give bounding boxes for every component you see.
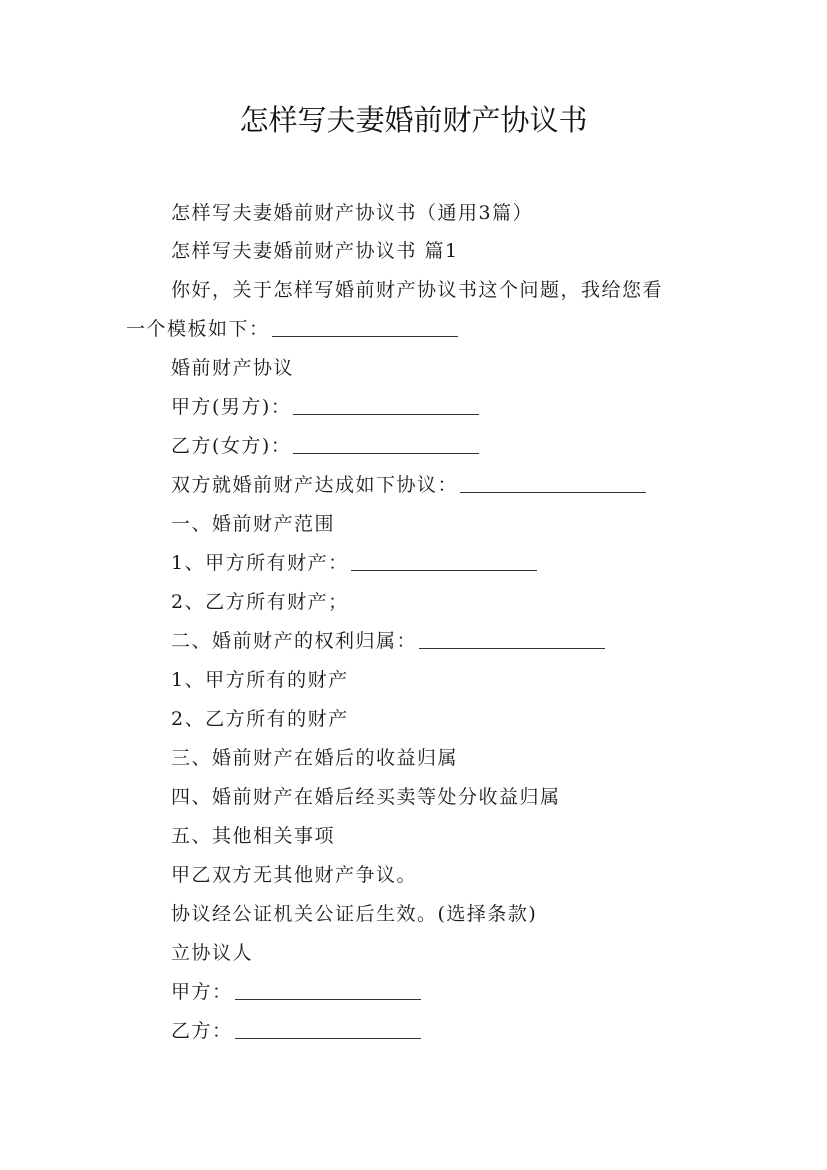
text: 四、婚前财产在婚后经买卖等处分收益归属 [171,786,561,808]
text: 甲方： [171,981,233,1003]
text: 1、甲方所有财产： [171,552,349,574]
signatories-heading [171,940,253,966]
intro-paragraph-continued [126,316,458,342]
intro-paragraph [171,277,663,303]
fill-in-blank [235,1020,421,1039]
section-heading [171,238,459,264]
text: 二、婚前财产的权利归属： [171,630,418,652]
fill-in-blank [235,981,421,1000]
fill-in-blank [272,318,458,337]
text: 一个模板如下： [126,318,270,340]
fill-in-blank [293,435,479,454]
fill-in-blank [419,630,605,649]
text: 乙方(女方)： [171,435,292,457]
text: 双方就婚前财产达成如下协议： [171,474,459,496]
fill-in-blank [351,552,537,571]
text: 一、婚前财产范围 [171,513,336,535]
clause-heading [171,784,561,810]
fill-in-blank [293,396,479,415]
text: 2、乙方所有的财产 [171,708,349,730]
subtitle-line [171,200,533,226]
document-title: 怎样写夫妻婚前财产协议书 [239,103,588,137]
text: 怎样写夫妻婚前财产协议书 篇1 [171,240,459,262]
text: 你好，关于怎样写婚前财产协议书这个问题，我给您看 [171,279,664,301]
text: 怎样写夫妻婚前财产协议书（通用3篇） [171,202,534,224]
text: 五、其他相关事项 [171,825,336,847]
text: 立协议人 [171,942,254,964]
signature-party-b [171,1018,421,1044]
party-a-line [171,394,479,420]
agreement-heading [171,355,294,381]
clause-item [171,667,349,693]
fill-in-blank [460,474,646,493]
text: 乙方： [171,1020,233,1042]
text: 1、甲方所有的财产 [171,669,349,691]
clause-item [171,706,349,732]
clause-item [171,589,349,615]
text: 三、婚前财产在婚后的收益归属 [171,747,459,769]
signature-party-a [171,979,421,1005]
clause-heading [171,511,335,537]
clause-heading [171,628,605,654]
clause-text [171,862,417,888]
text: 甲方(男方)： [171,396,292,418]
clause-text [171,901,537,927]
agreement-intro-line [171,472,646,498]
clause-heading [171,823,335,849]
clause-heading [171,745,458,771]
party-b-line [171,433,479,459]
text: 甲乙双方无其他财产争议。 [171,864,418,886]
text: 婚前财产协议 [171,357,295,379]
text: 2、乙方所有财产； [171,591,349,613]
text: 协议经公证机关公证后生效。(选择条款) [171,903,538,925]
clause-item [171,550,537,576]
